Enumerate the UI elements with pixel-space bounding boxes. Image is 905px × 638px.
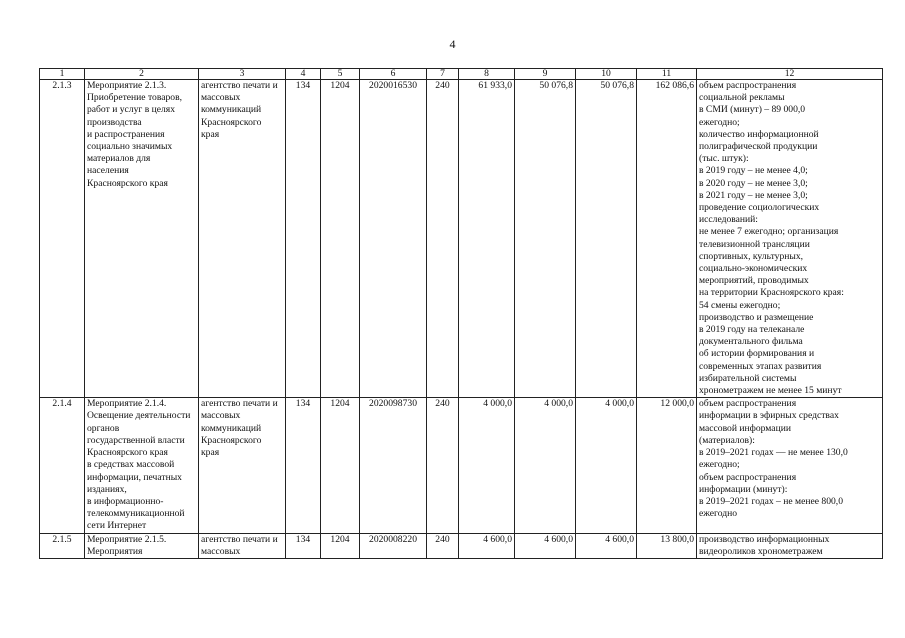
- row-number: 2.1.5: [40, 533, 85, 558]
- section-code: 1204: [321, 398, 360, 533]
- amount-col9: 50 076,8: [515, 80, 576, 398]
- expense-type-code: 240: [427, 80, 459, 398]
- amount-total: 12 000,0: [637, 398, 697, 533]
- target-article-code: 2020016530: [360, 80, 427, 398]
- amount-total: 162 086,6: [637, 80, 697, 398]
- amount-col8: 4 000,0: [459, 398, 515, 533]
- column-header: 6: [360, 69, 427, 80]
- responsible-agency: агентство печати и массовых коммуникаций Красноярского края: [199, 80, 286, 398]
- target-article-code: 2020098730: [360, 398, 427, 533]
- event-name: Мероприятие 2.1.5. Мероприятия: [85, 533, 199, 558]
- expected-result: объем распространения социальной рекламы в СМИ (минут) – 89 000,0 ежегодно; количество информационной полиграфической продукции (тыс. штук): в 2019 году – не менее 4,0; в 2020 году – не менее 3,0; в 2021 году – не менее 3,0; проведение социологических исследований: не менее 7 ежегодно; организация телевизионной трансляции спортивных, культурных, социально-экономических мероприятий, проводимых на территории Красноярского края: 54 смены ежегодно; производство и размещение в 2019 году на телеканале документального фильма об истории формирования и современных этапах развития избирательной системы хронометражем не менее 15 минут: [697, 80, 883, 398]
- column-header: 1: [40, 69, 85, 80]
- event-name: Мероприятие 2.1.3. Приобретение товаров, работ и услуг в целях производства и распространения социально значимых материалов для населения Красноярского края: [85, 80, 199, 398]
- event-name: Мероприятие 2.1.4. Освещение деятельности органов государственной власти Красноярского края в средствах массовой информации, печатных изданиях, в информационно- телекоммуникационной сети Интернет: [85, 398, 199, 533]
- amount-col10: 4 000,0: [576, 398, 637, 533]
- column-header: 9: [515, 69, 576, 80]
- expected-result: объем распространения информации в эфирных средствах массовой информации (материалов): в 2019–2021 годах — не менее 130,0 ежегодно; объем распространения информации (минут): в 2019–2021 годах – не менее 800,0 ежегодно: [697, 398, 883, 533]
- responsible-agency: агентство печати и массовых коммуникаций Красноярского края: [199, 398, 286, 533]
- table-row: [40, 533, 883, 558]
- amount-col9: 4 600,0: [515, 533, 576, 558]
- amount-col8: 4 600,0: [459, 533, 515, 558]
- grbs-code: 134: [286, 533, 321, 558]
- column-number-row: [40, 69, 883, 80]
- amount-col8: 61 933,0: [459, 80, 515, 398]
- amount-col10: 4 600,0: [576, 533, 637, 558]
- amount-col10: 50 076,8: [576, 80, 637, 398]
- expense-type-code: 240: [427, 533, 459, 558]
- table-row: [40, 80, 883, 398]
- row-number: 2.1.4: [40, 398, 85, 533]
- section-code: 1204: [321, 533, 360, 558]
- table-row: [40, 398, 883, 533]
- target-article-code: 2020008220: [360, 533, 427, 558]
- column-header: 12: [697, 69, 883, 80]
- column-header: 7: [427, 69, 459, 80]
- column-header: 10: [576, 69, 637, 80]
- amount-total: 13 800,0: [637, 533, 697, 558]
- column-header: 4: [286, 69, 321, 80]
- amount-col9: 4 000,0: [515, 398, 576, 533]
- grbs-code: 134: [286, 80, 321, 398]
- column-header: 8: [459, 69, 515, 80]
- column-header: 2: [85, 69, 199, 80]
- responsible-agency: агентство печати и массовых: [199, 533, 286, 558]
- column-header: 11: [637, 69, 697, 80]
- expected-result: производство информационных видеороликов хронометражем: [697, 533, 883, 558]
- column-header: 5: [321, 69, 360, 80]
- expense-type-code: 240: [427, 398, 459, 533]
- section-code: 1204: [321, 80, 360, 398]
- row-number: 2.1.3: [40, 80, 85, 398]
- page-number: 4: [449, 37, 456, 51]
- grbs-code: 134: [286, 398, 321, 533]
- activities-table: [39, 68, 883, 559]
- column-header: 3: [199, 69, 286, 80]
